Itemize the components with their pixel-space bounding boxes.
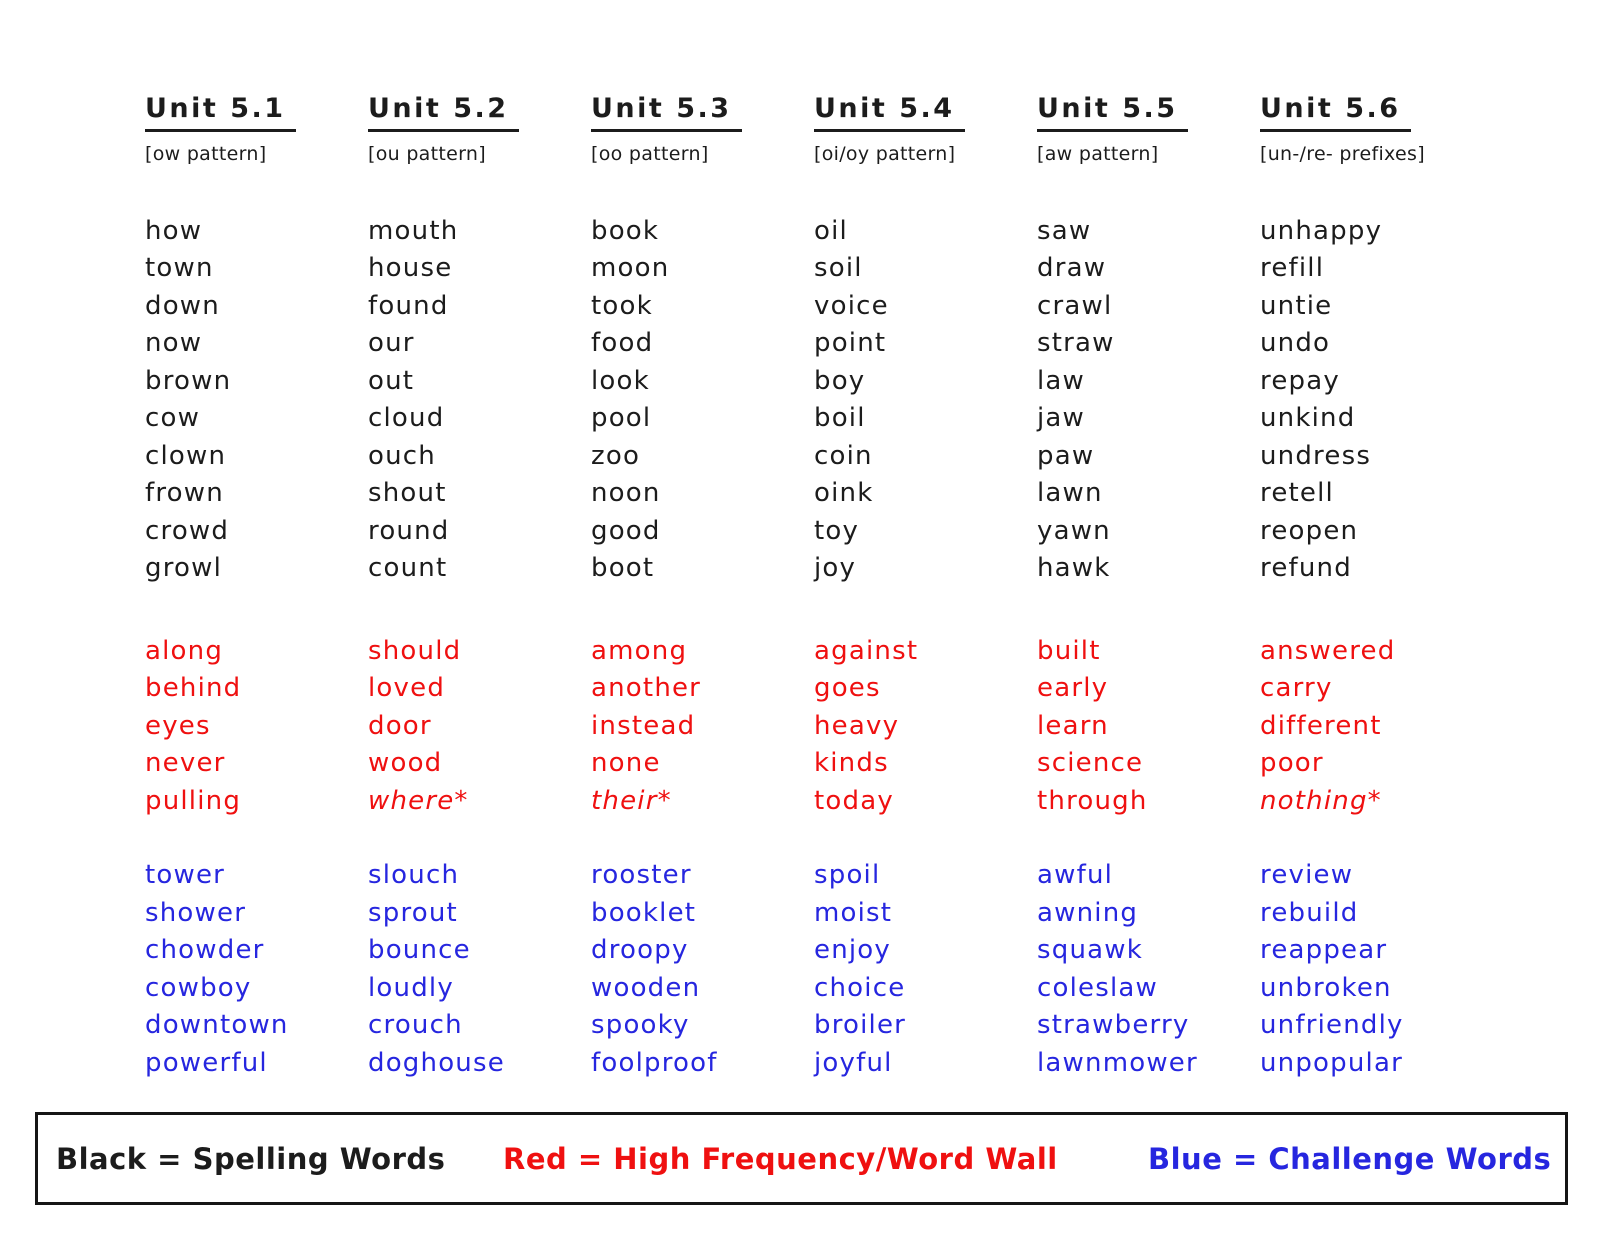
spelling-word: lawn (1037, 478, 1103, 509)
challenge-word: slouch (368, 860, 460, 891)
spelling-word: reopen (1260, 515, 1359, 546)
legend-black-label: Black = Spelling Words (56, 1141, 446, 1176)
spelling-word: book (591, 215, 660, 246)
challenge-word: joyful (814, 1047, 893, 1078)
challenge-words-list (368, 857, 591, 1082)
challenge-word: tower (145, 860, 226, 891)
high-frequency-word: along (145, 635, 224, 666)
spelling-word: retell (1260, 478, 1334, 509)
unit-pattern-label: [ou pattern] (368, 143, 486, 165)
spelling-word: straw (1037, 328, 1115, 359)
high-frequency-word: door (368, 710, 432, 741)
legend-box (35, 1112, 1568, 1205)
high-frequency-word: another (591, 673, 702, 704)
spelling-word: voice (814, 290, 889, 321)
unit-column (1037, 93, 1260, 1082)
high-frequency-word: nothing* (1260, 785, 1382, 816)
high-frequency-word: goes (814, 673, 881, 704)
challenge-word: lawnmower (1037, 1047, 1198, 1078)
spelling-word: law (1037, 365, 1086, 396)
high-frequency-word: answered (1260, 635, 1396, 666)
spelling-word: oil (814, 215, 848, 246)
spelling-word: now (145, 328, 203, 359)
spelling-word: noon (591, 478, 661, 509)
high-frequency-word: built (1037, 635, 1101, 666)
high-frequency-word: pulling (145, 785, 242, 816)
high-frequency-word: science (1037, 748, 1144, 779)
challenge-words-list (145, 857, 368, 1082)
spelling-word: look (591, 365, 650, 396)
challenge-word: chowder (145, 935, 265, 966)
spelling-word: clown (145, 440, 227, 471)
spelling-word: boy (814, 365, 866, 396)
unit-title: Unit 5.5 (1037, 93, 1188, 132)
unit-column (368, 93, 591, 1082)
spelling-word: toy (814, 515, 860, 546)
challenge-word: moist (814, 897, 893, 928)
spelling-word: refund (1260, 553, 1352, 584)
spelling-word: point (814, 328, 887, 359)
challenge-word: unbroken (1260, 972, 1392, 1003)
high-frequency-word: different (1260, 710, 1382, 741)
high-frequency-word: eyes (145, 710, 211, 741)
challenge-word: shower (145, 897, 247, 928)
high-frequency-word: behind (145, 673, 242, 704)
legend-red-label: Red = High Frequency/Word Wall (503, 1141, 1058, 1176)
spelling-word: undress (1260, 440, 1372, 471)
spelling-words-list (591, 212, 814, 587)
challenge-word: doghouse (368, 1047, 505, 1078)
high-frequency-word: poor (1260, 748, 1324, 779)
challenge-word: downtown (145, 1010, 289, 1041)
spelling-word: cow (145, 403, 201, 434)
unit-title: Unit 5.2 (368, 93, 519, 132)
spelling-word: out (368, 365, 415, 396)
spelling-word: saw (1037, 215, 1092, 246)
high-frequency-words-list (591, 632, 814, 820)
challenge-word: strawberry (1037, 1010, 1190, 1041)
unit-pattern-label: [oo pattern] (591, 143, 709, 165)
challenge-word: crouch (368, 1010, 463, 1041)
unit-title: Unit 5.6 (1260, 93, 1411, 132)
challenge-word: reappear (1260, 935, 1388, 966)
high-frequency-words-list (368, 632, 591, 820)
challenge-word: rebuild (1260, 897, 1359, 928)
high-frequency-words-list (1037, 632, 1260, 820)
spelling-word: paw (1037, 440, 1095, 471)
spelling-word: jaw (1037, 403, 1086, 434)
spelling-word: oink (814, 478, 874, 509)
spelling-words-list (368, 212, 591, 587)
spelling-word: refill (1260, 253, 1325, 284)
high-frequency-word: among (591, 635, 688, 666)
spelling-word: found (368, 290, 449, 321)
spelling-word: yawn (1037, 515, 1111, 546)
high-frequency-word: wood (368, 748, 443, 779)
challenge-word: loudly (368, 972, 454, 1003)
spelling-word: crawl (1037, 290, 1113, 321)
unit-column (814, 93, 1037, 1082)
challenge-word: choice (814, 972, 906, 1003)
unit-title: Unit 5.4 (814, 93, 965, 132)
challenge-word: foolproof (591, 1047, 718, 1078)
high-frequency-word: heavy (814, 710, 900, 741)
spelling-word: round (368, 515, 450, 546)
high-frequency-word: none (591, 748, 661, 779)
challenge-words-list (1260, 857, 1483, 1082)
spelling-word: cloud (368, 403, 445, 434)
challenge-word: sprout (368, 897, 458, 928)
challenge-word: wooden (591, 972, 701, 1003)
high-frequency-word: through (1037, 785, 1148, 816)
high-frequency-words-list (1260, 632, 1483, 820)
challenge-words-list (1037, 857, 1260, 1082)
spelling-word: town (145, 253, 214, 284)
spelling-word: hawk (1037, 553, 1111, 584)
challenge-word: broiler (814, 1010, 907, 1041)
unit-columns (145, 93, 1483, 1082)
challenge-word: awful (1037, 860, 1114, 891)
spelling-word: soil (814, 253, 863, 284)
spelling-word: took (591, 290, 653, 321)
high-frequency-word: learn (1037, 710, 1109, 741)
unit-title: Unit 5.1 (145, 93, 296, 132)
spelling-word: moon (591, 253, 670, 284)
challenge-word: powerful (145, 1047, 268, 1078)
spelling-words-list (814, 212, 1037, 587)
spelling-word: zoo (591, 440, 641, 471)
challenge-word: awning (1037, 897, 1139, 928)
challenge-word: spoil (814, 860, 881, 891)
challenge-word: rooster (591, 860, 692, 891)
challenge-word: unpopular (1260, 1047, 1403, 1078)
unit-column (591, 93, 814, 1082)
spelling-words-list (145, 212, 368, 587)
challenge-words-list (814, 857, 1037, 1082)
spelling-word: frown (145, 478, 224, 509)
spelling-word: ouch (368, 440, 436, 471)
unit-pattern-label: [ow pattern] (145, 143, 267, 165)
spelling-word: our (368, 328, 415, 359)
challenge-words-list (591, 857, 814, 1082)
challenge-word: unfriendly (1260, 1010, 1404, 1041)
spelling-word: brown (145, 365, 232, 396)
high-frequency-word: carry (1260, 673, 1333, 704)
challenge-word: bounce (368, 935, 471, 966)
high-frequency-word: today (814, 785, 894, 816)
high-frequency-word: never (145, 748, 226, 779)
high-frequency-word: instead (591, 710, 696, 741)
high-frequency-words-list (145, 632, 368, 820)
unit-title: Unit 5.3 (591, 93, 742, 132)
high-frequency-word: loved (368, 673, 446, 704)
spelling-word: growl (145, 553, 223, 584)
unit-pattern-label: [oi/oy pattern] (814, 143, 956, 165)
challenge-word: cowboy (145, 972, 252, 1003)
spelling-word: unhappy (1260, 215, 1383, 246)
spelling-word: crowd (145, 515, 230, 546)
spelling-word: down (145, 290, 220, 321)
high-frequency-word: kinds (814, 748, 889, 779)
spelling-word: good (591, 515, 661, 546)
high-frequency-word: their* (591, 785, 672, 816)
spelling-words-list (1037, 212, 1260, 587)
challenge-word: review (1260, 860, 1354, 891)
high-frequency-words-list (814, 632, 1037, 820)
spelling-words-list (1260, 212, 1483, 587)
spelling-word: count (368, 553, 448, 584)
spelling-word: boil (814, 403, 866, 434)
challenge-word: booklet (591, 897, 697, 928)
challenge-word: enjoy (814, 935, 891, 966)
challenge-word: coleslaw (1037, 972, 1158, 1003)
spelling-word: pool (591, 403, 652, 434)
challenge-word: squawk (1037, 935, 1143, 966)
spelling-word: undo (1260, 328, 1331, 359)
spelling-word: untie (1260, 290, 1333, 321)
unit-column (145, 93, 368, 1082)
legend-blue-label: Blue = Challenge Words (1148, 1141, 1552, 1176)
spelling-word: shout (368, 478, 447, 509)
spelling-word: house (368, 253, 453, 284)
high-frequency-word: should (368, 635, 462, 666)
spelling-word: boot (591, 553, 655, 584)
spelling-word: how (145, 215, 203, 246)
high-frequency-word: where* (368, 785, 469, 816)
spelling-word: unkind (1260, 403, 1356, 434)
high-frequency-word: against (814, 635, 919, 666)
spelling-word: joy (814, 553, 857, 584)
spelling-word: food (591, 328, 654, 359)
high-frequency-word: early (1037, 673, 1109, 704)
unit-column (1260, 93, 1483, 1082)
challenge-word: droopy (591, 935, 689, 966)
unit-pattern-label: [aw pattern] (1037, 143, 1159, 165)
spelling-word: draw (1037, 253, 1107, 284)
spelling-word: repay (1260, 365, 1340, 396)
spelling-word: mouth (368, 215, 459, 246)
unit-pattern-label: [un-/re- prefixes] (1260, 143, 1425, 165)
challenge-word: spooky (591, 1010, 690, 1041)
spelling-word: coin (814, 440, 873, 471)
